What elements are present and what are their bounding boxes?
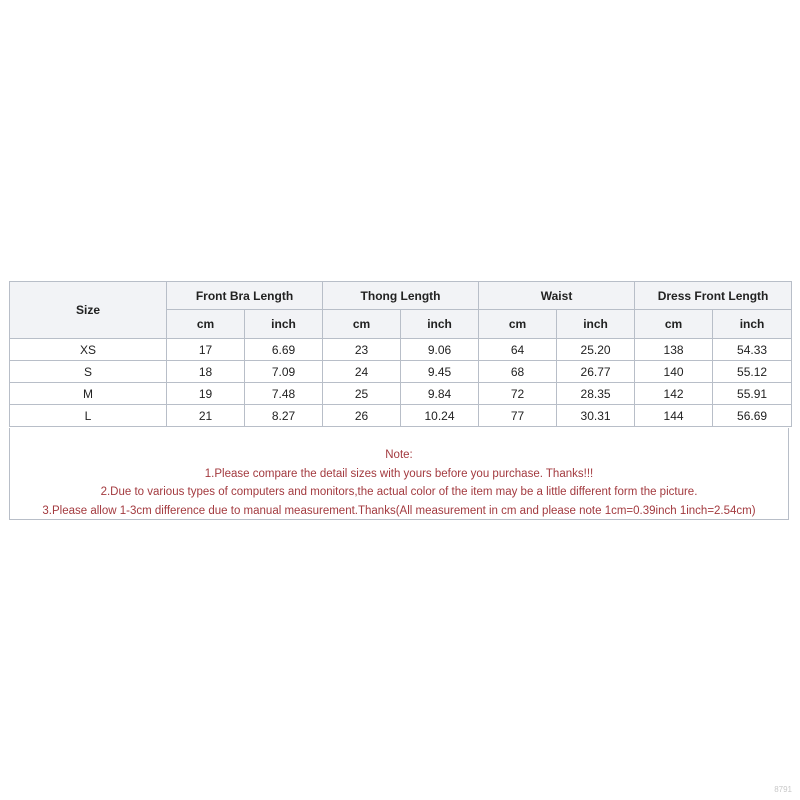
watermark: 8791 (774, 785, 792, 794)
unit-header: cm (167, 310, 245, 339)
unit-header: cm (323, 310, 401, 339)
header-group-row (10, 282, 792, 310)
note-line: 2.Due to various types of computers and monitors,the actual color of the item may be a little different form the picture. (100, 486, 698, 498)
size-label: M (10, 383, 167, 405)
table-cell: 6.69 (245, 339, 323, 361)
table-cell: 142 (635, 383, 713, 405)
table-cell: 25 (323, 383, 401, 405)
table-cell: 55.91 (713, 383, 792, 405)
table-cell: 9.45 (401, 361, 479, 383)
table-cell: 19 (167, 383, 245, 405)
size-label: S (10, 361, 167, 383)
table-row (10, 405, 792, 427)
table-cell: 144 (635, 405, 713, 427)
table-cell: 24 (323, 361, 401, 383)
table-cell: 7.48 (245, 383, 323, 405)
size-label: L (10, 405, 167, 427)
table-cell: 68 (479, 361, 557, 383)
table-cell: 25.20 (557, 339, 635, 361)
thong-length-header: Thong Length (323, 282, 479, 310)
front-bra-length-header: Front Bra Length (167, 282, 323, 310)
table-row (10, 361, 792, 383)
table-cell: 64 (479, 339, 557, 361)
table-cell: 9.84 (401, 383, 479, 405)
table-cell: 138 (635, 339, 713, 361)
table-cell: 28.35 (557, 383, 635, 405)
table-row (10, 383, 792, 405)
table-cell: 26.77 (557, 361, 635, 383)
table-cell: 23 (323, 339, 401, 361)
unit-header: inch (713, 310, 792, 339)
table-cell: 9.06 (401, 339, 479, 361)
size-chart-table (9, 281, 792, 427)
unit-header: cm (479, 310, 557, 339)
table-cell: 8.27 (245, 405, 323, 427)
dress-front-length-header: Dress Front Length (635, 282, 792, 310)
table-cell: 54.33 (713, 339, 792, 361)
table-cell: 7.09 (245, 361, 323, 383)
unit-header: inch (557, 310, 635, 339)
table-cell: 55.12 (713, 361, 792, 383)
note-title: Note: (385, 449, 413, 461)
size-column-header: Size (10, 282, 167, 339)
size-label: XS (10, 339, 167, 361)
note-line: 1.Please compare the detail sizes with yours before you purchase. Thanks!!! (204, 467, 594, 480)
unit-header: inch (401, 310, 479, 339)
table-row (10, 339, 792, 361)
table-cell: 77 (479, 405, 557, 427)
table-cell: 30.31 (557, 405, 635, 427)
note-line: 3.Please allow 1-3cm difference due to manual measurement.Thanks(All measurement in cm and please note 1cm=0.39inch 1inch=2.54cm) (42, 504, 756, 517)
table-cell: 21 (167, 405, 245, 427)
table-cell: 26 (323, 405, 401, 427)
waist-header: Waist (479, 282, 635, 310)
table-cell: 56.69 (713, 405, 792, 427)
table-cell: 10.24 (401, 405, 479, 427)
unit-header: cm (635, 310, 713, 339)
table-cell: 17 (167, 339, 245, 361)
unit-header: inch (245, 310, 323, 339)
note-box (9, 428, 789, 520)
table-cell: 140 (635, 361, 713, 383)
table-cell: 72 (479, 383, 557, 405)
table-cell: 18 (167, 361, 245, 383)
